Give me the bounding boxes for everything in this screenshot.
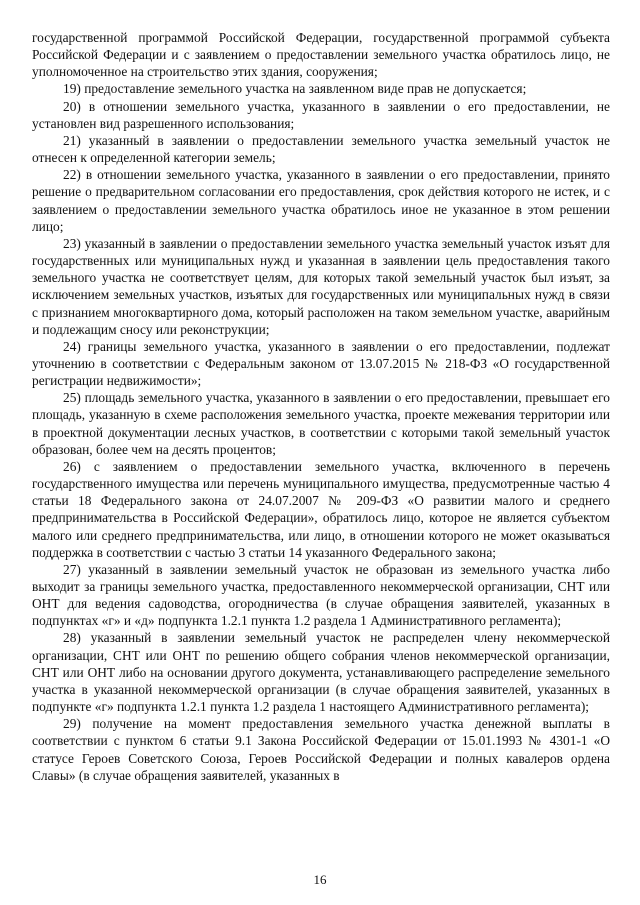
- paragraph-continuation: государственной программой Российской Федерации, государственной программой субъекта Российской Федерации и с заявлением о предоставлении земельного участка обратилось лицо, не уполномоченное на строительство этих здания, сооружения;: [32, 30, 610, 80]
- document-body: [32, 29, 610, 784]
- paragraph-item-19: 19) предоставление земельного участка на заявленном виде прав не допускается;: [63, 81, 527, 97]
- paragraph-item-22: 22) в отношении земельного участка, указанного в заявлении о его предоставлении, принято решение о предварительном согласовании его предоставления, срок действия которого не истек, и с заявлением о предоставлении земельного участка обратилось иное не указанное в этом решении лицо;: [32, 167, 610, 234]
- paragraph-item-25: 25) площадь земельного участка, указанного в заявлении о его предоставлении, превышает его площадь, указанную в схеме расположения земельного участка, проекте межевания территории или в проектной документации лесных участков, в соответствии с которыми такой земельный участок образован, более чем на десять процентов;: [32, 390, 610, 457]
- page-number: 16: [313, 872, 327, 887]
- paragraph-item-23: 23) указанный в заявлении о предоставлении земельного участка земельный участок изъят для государственных или муниципальных нужд и указанная в заявлении цель предоставления такого земельного участка не соответствует целям, для которых такой земельный участок был изъят, за исключением земельных участков, изъятых для государственных или муниципальных нужд в связи с признанием многоквартирного дома, который расположен на таком земельном участке, аварийным и подлежащим сносу или реконструкции;: [32, 235, 610, 337]
- paragraph-item-24: 24) границы земельного участка, указанного в заявлении о его предоставлении, подлежат уточнению в соответствии с Федеральным законом от 13.07.2015 № 218-ФЗ «О государственной регистрации недвижимости»;: [32, 338, 610, 389]
- paragraph-item-27: 27) указанный в заявлении земельный участок не образован из земельного участка либо выходит за границы земельного участка, предоставленного некоммерческой организации, СНТ или ОНТ для ведения садоводства, огородничества (в случае обращения заявителей, указанных в подпунктах «г» и «д» подпункта 1.2.1 пункта 1.2 раздела 1 Административного регламента);: [32, 561, 610, 629]
- paragraph-item-28: 28) указанный в заявлении земельный участок не распределен члену некоммерческой организации, СНТ или ОНТ по решению общего собрания членов некоммерческой организации, СНТ или ОНТ либо на основании другого документа, устанавливающего распределение земельного участка в указанной некоммерческой организации (в случае обращения заявителей, указанных в подпункте «г» подпункта 1.2.1 пункта 1.2 раздела 1 настоящего Административного регламента);: [32, 630, 610, 715]
- paragraph-item-29: 29) получение на момент предоставления земельного участка денежной выплаты в соответствии с пунктом 6 статьи 9.1 Закона Российской Федерации от 15.01.1993 № 4301-1 «О статусе Героев Советского Союза, Героев Российской Федерации и полных кавалеров ордена Славы» (в случае обращения заявителей, указанных в: [32, 716, 610, 783]
- paragraph-item-21: 21) указанный в заявлении о предоставлении земельного участка земельный участок не отнесен к определенной категории земель;: [32, 132, 610, 166]
- paragraph-item-20: 20) в отношении земельного участка, указанного в заявлении о его предоставлении, не установлен вид разрешенного использования;: [32, 98, 610, 131]
- paragraph-item-26: 26) с заявлением о предоставлении земельного участка, включенного в перечень государственного имущества или перечень муниципального имущества, предусмотренные частью 4 статьи 18 Федерального закона от 24.07.2007 № 209-ФЗ «О развитии малого и среднего предпринимательства в Российской Федерации», обратилось лицо, которое не является субъектом малого или среднего предпринимательства, или лицо, в отношении которого не может оказываться поддержка в соответствии с частью 3 статьи 14 указанного Федерального закона;: [32, 458, 610, 560]
